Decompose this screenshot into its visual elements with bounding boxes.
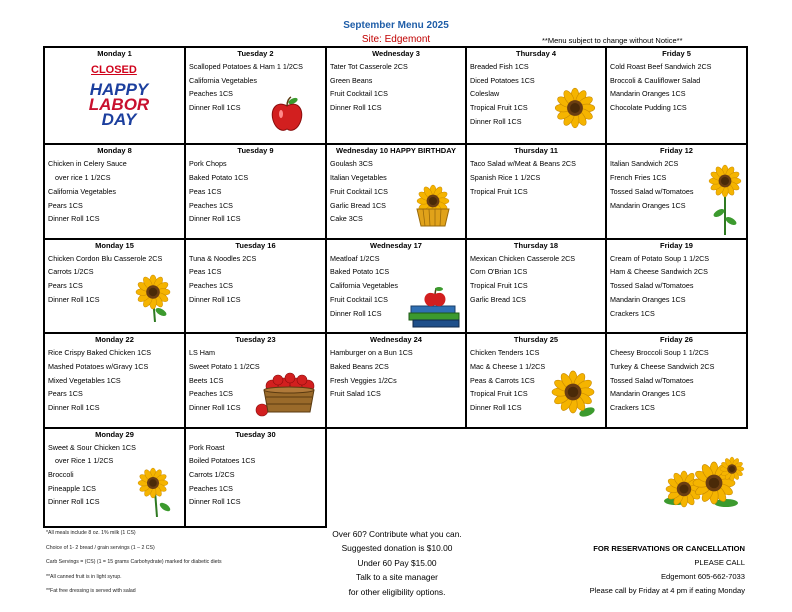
menu-item: Ham & Cheese Sandwich 2CS bbox=[610, 267, 708, 277]
menu-item: Dinner Roll 1CS bbox=[48, 214, 100, 224]
menu-item: Pork Chops bbox=[189, 159, 227, 169]
day-header: Tuesday 16 bbox=[235, 240, 276, 250]
menu-item: Peas & Carrots 1CS bbox=[470, 375, 535, 385]
menu-item: Green Beans bbox=[330, 75, 373, 85]
day-cell bbox=[466, 239, 606, 333]
menu-item: Turkey & Cheese Sandwich 2CS bbox=[610, 361, 715, 371]
day-header: Monday 15 bbox=[95, 240, 134, 250]
menu-item: Mac & Cheese 1 1/2CS bbox=[470, 361, 546, 371]
day-header: Wednesday 3 bbox=[372, 49, 420, 58]
day-cell bbox=[185, 333, 326, 427]
sunflower-icon bbox=[656, 453, 746, 518]
menu-item: Diced Potatoes 1CS bbox=[470, 75, 535, 85]
day-header: Thursday 18 bbox=[513, 240, 559, 250]
calendar-body bbox=[44, 47, 747, 527]
menu-item: over rice 1 1/2CS bbox=[55, 173, 111, 183]
donation-info bbox=[322, 529, 472, 601]
menu-item: Italian Vegetables bbox=[330, 173, 387, 183]
menu-item: Sweet Potato 1 1/2CS bbox=[189, 361, 260, 371]
menu-item: Fresh Veggies 1/2Cs bbox=[330, 375, 397, 385]
menu-item: California Vegetables bbox=[330, 281, 398, 291]
menu-item: Peaches 1CS bbox=[189, 89, 233, 99]
day-cell bbox=[185, 239, 326, 333]
menu-item: Broccoli bbox=[48, 469, 74, 479]
menu-item: Cake 3CS bbox=[330, 214, 363, 224]
menu-item: Carrots 1/2CS bbox=[48, 267, 94, 277]
day-header: Friday 12 bbox=[660, 146, 693, 156]
donation-line: Suggested donation is $10.00 bbox=[341, 543, 453, 554]
day-cell bbox=[466, 333, 606, 427]
day-header: Monday 1 bbox=[97, 49, 132, 58]
menu-item: Pears 1CS bbox=[48, 389, 83, 399]
menu-item: Crackers 1CS bbox=[610, 308, 655, 318]
menu-item: Cheesy Broccoli Soup 1 1/2CS bbox=[610, 348, 709, 358]
menu-item: Beets 1CS bbox=[189, 375, 224, 385]
menu-item: Dinner Roll 1CS bbox=[189, 103, 241, 113]
menu-item: Fruit Salad 1CS bbox=[330, 389, 381, 399]
menu-item: Dinner Roll 1CS bbox=[330, 103, 382, 113]
donation-line: Under 60 Pay $15.00 bbox=[357, 557, 437, 568]
menu-item: Peaches 1CS bbox=[189, 281, 233, 291]
day-header: Thursday 4 bbox=[515, 49, 556, 58]
empty-day-cell bbox=[606, 428, 747, 527]
menu-notice: **Menu subject to change without Notice** bbox=[542, 36, 683, 45]
week-row bbox=[44, 428, 747, 527]
menu-item: Tossed Salad w/Tomatoes bbox=[610, 281, 694, 291]
reservation-deadline: Please call by Friday at 4 pm if eating Monday bbox=[589, 586, 745, 595]
day-cell bbox=[44, 428, 185, 527]
menu-item: Tossed Salad w/Tomatoes bbox=[610, 186, 694, 196]
cupcake-icon bbox=[409, 181, 457, 232]
menu-item: Fruit Cocktail 1CS bbox=[330, 294, 388, 304]
menu-item: Tropical Fruit 1CS bbox=[470, 281, 528, 291]
footnote: *All meals include 8 oz. 1% milk (1 CS) bbox=[46, 530, 136, 536]
menu-item: Tater Tot Casserole 2CS bbox=[330, 62, 408, 71]
menu-item: Chocolate Pudding 1CS bbox=[610, 103, 687, 113]
day-cell bbox=[185, 47, 326, 144]
menu-item: Dinner Roll 1CS bbox=[470, 402, 522, 412]
menu-item: Mandarin Oranges 1CS bbox=[610, 294, 686, 304]
day-header: Friday 26 bbox=[660, 335, 693, 345]
day-cell bbox=[606, 144, 747, 238]
menu-item: Chicken Tenders 1CS bbox=[470, 348, 540, 358]
reservation-call: PLEASE CALL bbox=[694, 558, 745, 567]
menu-item: Baked Beans 2CS bbox=[330, 361, 389, 371]
menu-item: Pears 1CS bbox=[48, 200, 83, 210]
menu-item: Peaches 1CS bbox=[189, 200, 233, 210]
menu-item: Dinner Roll 1CS bbox=[189, 402, 241, 412]
menu-item: Mandarin Oranges 1CS bbox=[610, 89, 686, 99]
day-header: Monday 29 bbox=[95, 429, 134, 439]
day-header: Friday 5 bbox=[662, 49, 691, 58]
menu-item: Dinner Roll 1CS bbox=[189, 294, 241, 304]
day-cell bbox=[606, 239, 747, 333]
menu-item: LS Ham bbox=[189, 348, 215, 358]
menu-item: Crackers 1CS bbox=[610, 402, 655, 412]
day-header: Monday 8 bbox=[97, 146, 132, 156]
menu-item: Dinner Roll 1CS bbox=[48, 402, 100, 412]
menu-item: Broccoli & Cauliflower Salad bbox=[610, 75, 701, 85]
sunflower-icon bbox=[707, 163, 743, 238]
menu-item: Mexican Chicken Casserole 2CS bbox=[470, 253, 576, 263]
menu-item: Italian Sandwich 2CS bbox=[610, 159, 679, 169]
menu-item: Garlic Bread 1CS bbox=[330, 200, 386, 210]
day-header: Thursday 25 bbox=[513, 335, 559, 345]
reservation-heading: FOR RESERVATIONS OR CANCELLATION bbox=[593, 544, 745, 553]
day-cell bbox=[185, 144, 326, 238]
footnote: **All canned fruit is in light syrup. bbox=[46, 573, 122, 580]
menu-item: Peaches 1CS bbox=[189, 483, 233, 493]
menu-item: Tropical Fruit 1CS bbox=[470, 186, 528, 196]
day-header: Thursday 11 bbox=[514, 146, 558, 156]
footnote: Choice of 1- 2 bread / grain servings (1 – 2 CS) bbox=[46, 544, 155, 551]
menu-item: French Fries 1CS bbox=[610, 173, 667, 183]
menu-item: Mandarin Oranges 1CS bbox=[610, 389, 686, 399]
sunflower-icon bbox=[547, 368, 599, 425]
menu-item: Tossed Salad w/Tomatoes bbox=[610, 375, 694, 385]
menu-item: Carrots 1/2CS bbox=[189, 469, 235, 479]
menu-item: Hamburger on a Bun 1CS bbox=[330, 348, 413, 358]
menu-item: Pears 1CS bbox=[48, 281, 83, 291]
menu-item: Boiled Potatoes 1CS bbox=[189, 456, 256, 466]
day-header: Wednesday 24 bbox=[370, 335, 422, 345]
reservation-info bbox=[545, 544, 745, 600]
donation-line: Talk to a site manager bbox=[356, 572, 438, 583]
footnotes bbox=[46, 530, 222, 603]
day-cell bbox=[44, 144, 185, 238]
day-cell bbox=[606, 333, 747, 427]
day-header: Monday 22 bbox=[95, 335, 134, 345]
menu-item: over Rice 1 1/2CS bbox=[55, 456, 114, 466]
day-header: Tuesday 23 bbox=[235, 335, 276, 345]
menu-item: Tuna & Noodles 2CS bbox=[189, 253, 257, 263]
menu-calendar bbox=[43, 46, 748, 528]
labor-day-graphic bbox=[75, 82, 163, 127]
apple-icon bbox=[270, 96, 304, 139]
menu-item: Taco Salad w/Meat & Beans 2CS bbox=[470, 159, 576, 169]
menu-item: Corn O'Brian 1CS bbox=[470, 267, 528, 277]
menu-item: Dinner Roll 1CS bbox=[189, 497, 241, 507]
apple-basket-icon bbox=[254, 372, 324, 423]
menu-item: Chicken in Celery Sauce bbox=[48, 159, 127, 169]
menu-item: Mixed Vegetables 1CS bbox=[48, 375, 121, 385]
day-cell bbox=[466, 144, 606, 238]
menu-item: Breaded Fish 1CS bbox=[470, 62, 529, 71]
menu-item: Tropical Fruit 1CS bbox=[470, 389, 528, 399]
closed-label: CLOSED bbox=[91, 64, 137, 76]
week-row bbox=[44, 333, 747, 427]
menu-item: California Vegetables bbox=[48, 186, 116, 196]
day-cell bbox=[44, 239, 185, 333]
day-cell bbox=[326, 47, 466, 144]
menu-item: Peas 1CS bbox=[189, 186, 222, 196]
day-header: Wednesday 17 bbox=[370, 240, 422, 250]
day-header: Tuesday 9 bbox=[237, 146, 274, 156]
menu-item: Cream of Potato Soup 1 1/2CS bbox=[610, 253, 710, 263]
page-title: September Menu 2025 bbox=[343, 20, 449, 31]
holiday-word: HAPPY bbox=[89, 80, 149, 99]
day-header: Tuesday 30 bbox=[235, 429, 276, 439]
menu-item: Pork Roast bbox=[189, 442, 225, 452]
sunflower-icon bbox=[135, 465, 175, 522]
day-cell bbox=[606, 47, 747, 144]
menu-item: Fruit Cocktail 1CS bbox=[330, 186, 388, 196]
menu-item: Coleslaw bbox=[470, 89, 500, 99]
day-header: Tuesday 2 bbox=[237, 49, 274, 58]
menu-item: Chicken Cordon Blu Casserole 2CS bbox=[48, 253, 163, 263]
menu-item: Dinner Roll 1CS bbox=[189, 214, 241, 224]
menu-item: Peas 1CS bbox=[189, 267, 222, 277]
menu-item: Mandarin Oranges 1CS bbox=[610, 200, 686, 210]
week-row bbox=[44, 47, 747, 144]
day-cell bbox=[326, 239, 466, 333]
donation-line: for other eligibility options. bbox=[348, 586, 446, 597]
day-cell bbox=[466, 47, 606, 144]
sunflower-icon bbox=[553, 86, 597, 135]
day-cell bbox=[44, 47, 185, 144]
menu-item: Rice Crispy Baked Chicken 1CS bbox=[48, 348, 152, 358]
sunflower-icon bbox=[133, 272, 173, 327]
menu-item: Cold Roast Beef Sandwich 2CS bbox=[610, 62, 712, 71]
menu-item: Dinner Roll 1CS bbox=[48, 497, 100, 507]
menu-item: Baked Potato 1CS bbox=[189, 173, 249, 183]
day-header: Wednesday 10 HAPPY BIRTHDAY bbox=[336, 146, 456, 156]
menu-item: Garlic Bread 1CS bbox=[470, 294, 526, 304]
day-header: Friday 19 bbox=[660, 240, 693, 250]
week-row bbox=[44, 239, 747, 333]
empty-day-cell bbox=[326, 428, 466, 527]
menu-item: Sweet & Sour Chicken 1CS bbox=[48, 442, 136, 452]
day-cell bbox=[185, 428, 326, 527]
menu-item: Baked Potato 1CS bbox=[330, 267, 390, 277]
menu-item: Goulash 3CS bbox=[330, 159, 373, 169]
site-name: Site: Edgemont bbox=[361, 34, 431, 45]
menu-item: Meatloaf 1/2CS bbox=[330, 253, 380, 263]
holiday-word: LABOR bbox=[88, 95, 150, 114]
menu-item: Mashed Potatoes w/Gravy 1CS bbox=[48, 361, 149, 371]
menu-item: Peaches 1CS bbox=[189, 389, 233, 399]
footnote: Carb Servings = (CS) (1 = 15 grams Carbohydrate) marked for diabetic diets bbox=[46, 559, 222, 565]
day-cell bbox=[326, 333, 466, 427]
donation-line: Over 60? Contribute what you can. bbox=[332, 529, 462, 539]
books-apple-icon bbox=[405, 284, 465, 333]
menu-item: Pineapple 1CS bbox=[48, 483, 96, 493]
menu-item: Fruit Cocktail 1CS bbox=[330, 89, 388, 99]
menu-item: Dinner Roll 1CS bbox=[330, 308, 382, 318]
day-cell bbox=[326, 144, 466, 238]
menu-item: California Vegetables bbox=[189, 75, 257, 85]
menu-item: Scalloped Potatoes & Ham 1 1/2CS bbox=[189, 62, 303, 71]
menu-item: Tropical Fruit 1CS bbox=[470, 103, 528, 113]
holiday-word: DAY bbox=[101, 110, 137, 129]
footnote: **Fat free dressing is served with salad bbox=[46, 588, 136, 594]
empty-day-cell bbox=[466, 428, 606, 527]
menu-item: Dinner Roll 1CS bbox=[48, 294, 100, 304]
menu-item: Dinner Roll 1CS bbox=[470, 116, 522, 126]
week-row bbox=[44, 144, 747, 238]
day-cell bbox=[44, 333, 185, 427]
menu-item: Spanish Rice 1 1/2CS bbox=[470, 173, 541, 183]
reservation-phone: Edgemont 605-662-7033 bbox=[660, 572, 745, 581]
